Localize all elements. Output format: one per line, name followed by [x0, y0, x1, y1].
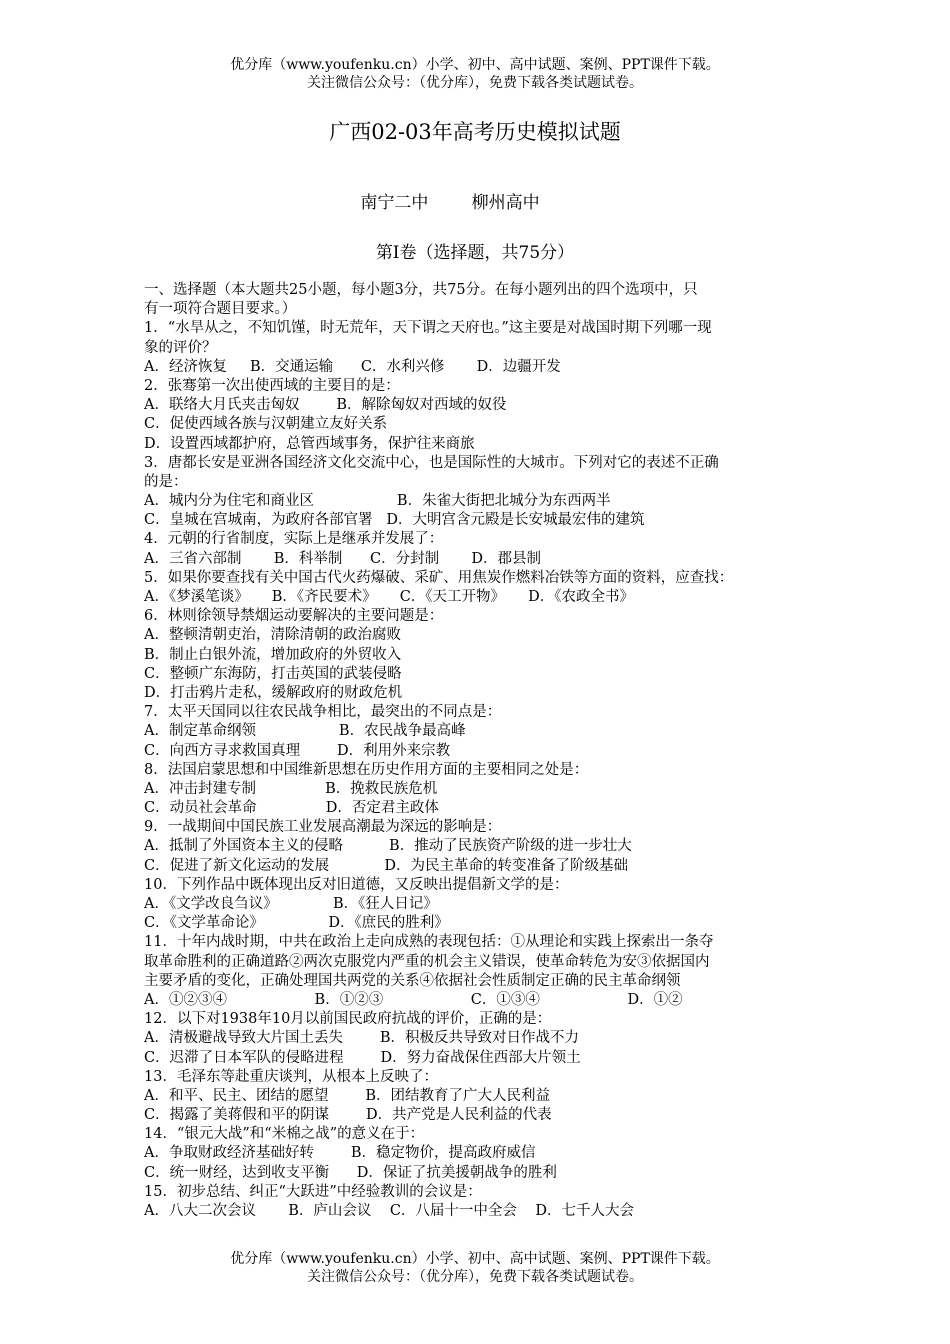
text-line: 象的评价？ [144, 339, 217, 356]
school-names: 南宁二中 柳州高中 [360, 193, 540, 213]
text-line: A．制定革命纲领 B．农民战争最高峰 [144, 723, 466, 740]
footer-line-1: 优分库（www.youfenku.cn）小学、初中、高中试题、案例、PPT课件下载。 [230, 1251, 720, 1267]
text-line: A．①②③④ B．①②③ C．①③④ D．①② [144, 991, 683, 1008]
text-line: C．促进了新文化运动的发展 D．为民主革命的转变准备了阶级基础 [144, 857, 629, 874]
text-line: 11．十年内战时期，中共在政治上走向成熟的表现包括：①从理论和实践上探索出一条夺 [144, 934, 714, 951]
text-line: 4．元朝的行省制度，实际上是继承并发展了： [144, 531, 444, 548]
text-line: A．争取财政经济基础好转 B．稳定物价，提高政府威信 [144, 1145, 536, 1162]
text-line: 15．初步总结、纠正“大跃进”中经验教训的会议是： [144, 1183, 482, 1200]
text-line: C．皇城在宫城南，为政府各部官署 D．大明宫含元殿是长安城最宏伟的建筑 [144, 512, 645, 529]
text-line: 12．以下对1938年10月以前国民政府抗战的评价，正确的是： [144, 1011, 552, 1028]
text-line: A．冲击封建专制 B．挽救民族危机 [144, 780, 438, 797]
text-line: C．《文学革命论》 D．《庶民的胜利》 [144, 915, 449, 932]
text-line: A．清极避战导致大片国土丢失 B．积极反共导致对日作战不力 [144, 1030, 579, 1047]
text-line: A．城内分为住宅和商业区 B．朱雀大街把北城分为东西两半 [144, 493, 611, 510]
text-line: A．《文学改良刍议》 B．《狂人日记》 [144, 896, 438, 912]
text-line: 主要矛盾的变化，正确处理国共两党的关系④依据社会性质制定正确的民主革命纲领 [144, 972, 681, 989]
volume-heading: 第Ⅰ卷（选择题，共75分） [375, 243, 575, 263]
text-line: 3．唐都长安是亚洲各国经济文化交流中心，也是国际性的大城市。下列对它的表述不正确 [144, 454, 719, 471]
text-line: 有一项符合题目要求。） [144, 301, 297, 318]
text-line: C．迟滞了日本军队的侵略进程 D．努力奋战保住西部大片领土 [144, 1049, 581, 1066]
text-line: 6．林则徐领导禁烟运动要解决的主要问题是： [144, 608, 444, 625]
text-line: D．设置西域都护府，总管西域事务，保护往来商旅 [144, 435, 475, 452]
text-line: 取革命胜利的正确道路②两次克服党内严重的机会主义错误，使革命转危为安③依据国内 [144, 953, 710, 970]
text-line: 5．如果你要查找有关中国古代火药爆破、采矿、用焦炭作燃料冶铁等方面的资料，应查找： [144, 569, 734, 586]
header-line-1: 优分库（www.youfenku.cn）小学、初中、高中试题、案例、PPT课件下载。 [230, 57, 720, 73]
text-line: 7．太平天国同以往农民战争相比，最突出的不同点是： [144, 704, 502, 721]
text-line: C．促使西域各族与汉朝建立友好关系 [144, 416, 388, 433]
text-line: C．动员社会革命 D．否定君主政体 [144, 800, 439, 817]
text-line: A．八大二次会议 B．庐山会议 C．八届十一中全会 D．七千人大会 [144, 1203, 634, 1219]
text-line: 1．“水旱从之，不知饥馑，时无荒年，天下谓之天府也。”这主要是对战国时期下列哪一现 [144, 320, 712, 337]
page-title: 广西02-03年高考历史模拟试题 [329, 120, 621, 144]
text-line: A．和平、民主、团结的愿望 B．团结教育了广大人民利益 [144, 1087, 550, 1104]
text-line: 2．张骞第一次出使西域的主要目的是： [144, 377, 400, 394]
text-line: A．经济恢复 B．交通运输 C．水利兴修 D．边疆开发 [144, 358, 561, 375]
text-line: A．抵制了外国资本主义的侵略 B．推动了民族资产阶级的进一步壮大 [144, 838, 632, 855]
text-line: A．三省六部制 B．科举制 C．分封制 D．郡县制 [144, 550, 542, 567]
text-line: A．《梦溪笔谈》 B．《齐民要术》 C．《天工开物》 D．《农政全书》 [144, 589, 634, 605]
text-line: C．整顿广东海防，打击英国的武装侵略 [144, 665, 402, 682]
text-line: C．统一财经，达到收支平衡 D．保证了抗美援朝战争的胜利 [144, 1164, 557, 1181]
question-body [144, 281, 809, 1221]
header-line-2: 关注微信公众号：（优分库），免费下载各类试题试卷。 [307, 75, 643, 91]
text-line: D．打击鸦片走私，缓解政府的财政危机 [144, 684, 403, 701]
text-line: 14．“银元大战”和“米棉之战”的意义在于： [144, 1126, 425, 1143]
text-line: C．向西方寻求救国真理 D．利用外来宗教 [144, 742, 451, 759]
text-line: C．揭露了美蒋假和平的阴谋 D．共产党是人民利益的代表 [144, 1107, 552, 1124]
text-line: 10．下列作品中既体现出反对旧道德，又反映出提倡新文学的是： [144, 876, 569, 893]
text-line: A．联络大月氏夹击匈奴 B．解除匈奴对西域的奴役 [144, 397, 507, 414]
text-line: A．整顿清朝吏治，清除清朝的政治腐败 [144, 627, 401, 644]
text-line: 13．毛泽东等赴重庆谈判，从根本上反映了： [144, 1068, 438, 1085]
text-line: 的是： [144, 473, 188, 490]
text-line: 8．法国启蒙思想和中国维新思想在历史作用方面的主要相同之处是： [144, 761, 589, 778]
footer-line-2: 关注微信公众号：（优分库），免费下载各类试题试卷。 [307, 1269, 643, 1285]
text-line: B．制止白银外流，增加政府的外贸收入 [144, 646, 402, 663]
text-line: 一、选择题（本大题共25小题，每小题3分，共75分。在每小题列出的四个选项中，只 [144, 282, 698, 298]
text-line: 9．一战期间中国民族工业发展高潮最为深远的影响是： [144, 819, 502, 836]
